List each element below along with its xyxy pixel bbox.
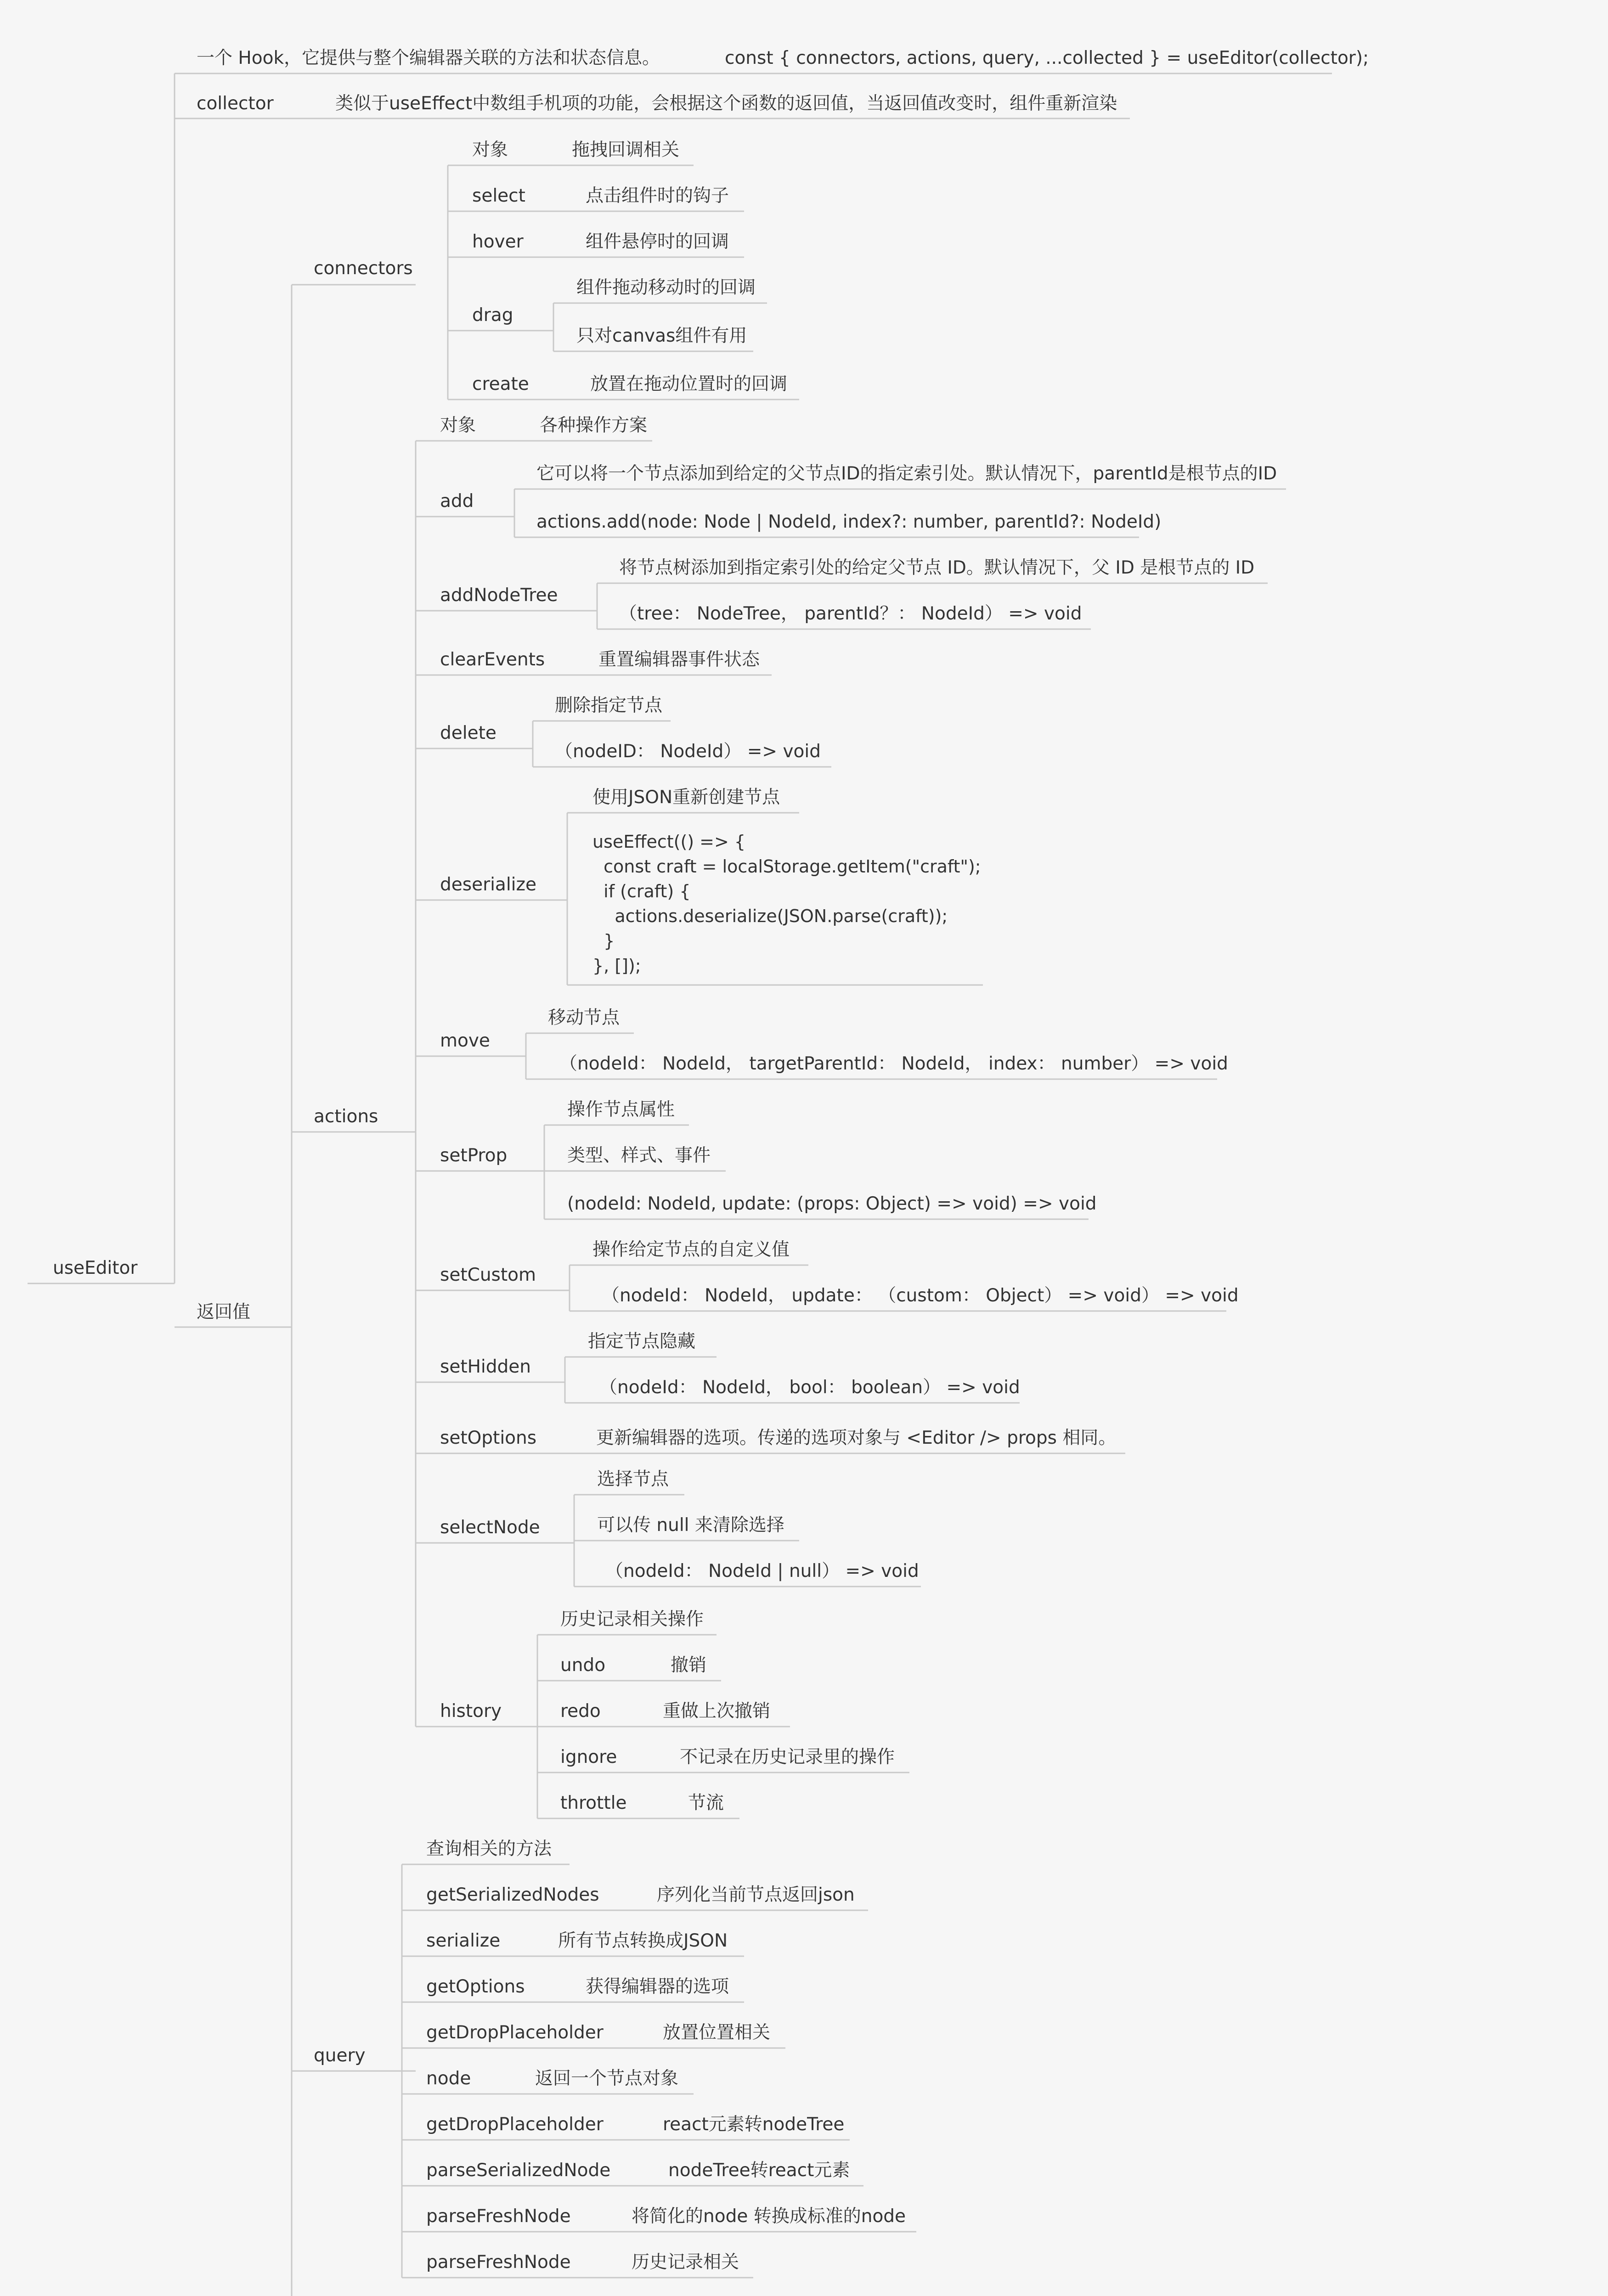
actions-delete-desc: 删除指定节点 [555, 695, 663, 716]
query-item-2-value: 所有节点转换成JSON [558, 1930, 728, 1951]
actions-addNodeTree-signature: （tree： NodeTree， parentId？： NodeId） => void [619, 603, 1082, 624]
query-item-7-value: nodeTree转react元素 [668, 2160, 850, 2181]
actions-setProp-desc: 操作节点属性 [567, 1099, 675, 1120]
history-ignore-value: 不记录在历史记录里的操作 [680, 1747, 895, 1767]
actions-setHidden-signature: （nodeId： NodeId， bool： boolean） => void [599, 1377, 1020, 1398]
actions-add-desc: 它可以将一个节点添加到给定的父节点ID的指定索引处。默认情况下，parentId是根节点的ID [536, 463, 1277, 484]
connectors-object-value: 拖拽回调相关 [572, 140, 680, 160]
actions-move-signature: （nodeId： NodeId， targetParentId： NodeId， index： number） => void [559, 1053, 1228, 1074]
connectors-drag-key: drag [472, 305, 513, 326]
connectors-drag-value-1: 组件拖动移动时的回调 [576, 277, 756, 298]
query-item-9-value: 历史记录相关 [632, 2252, 739, 2273]
connectors-hover-key: hover [472, 231, 524, 252]
actions-label: actions [314, 1106, 378, 1127]
actions-deserialize-code: useEffect(() => { const craft = localStorage.getItem("craft"); if (craft) { actions.deserialize(JSON.parse(craft)); } }, []); [592, 832, 981, 976]
intro-signature: const { connectors, actions, query, ...collected } = useEditor(collector); [725, 48, 1369, 68]
collector-description: 类似于useEffect中数组手机项的功能，会根据这个函数的返回值，当返回值改变时，组件重新渲染 [335, 93, 1117, 114]
connectors-label: connectors [314, 258, 413, 279]
actions-move-key: move [440, 1030, 490, 1051]
query-item-5-key: node [426, 2068, 471, 2089]
actions-object-key: 对象 [440, 415, 476, 436]
connectors-create-key: create [472, 374, 529, 394]
actions-delete-signature: （nodeID： NodeId） => void [555, 741, 821, 762]
connectors-create-value: 放置在拖动位置时的回调 [590, 374, 788, 394]
actions-setHidden-key: setHidden [440, 1356, 531, 1377]
connectors-select-value: 点击组件时的钩子 [586, 186, 729, 206]
history-throttle-key: throttle [560, 1793, 627, 1813]
actions-setHidden-desc: 指定节点隐藏 [588, 1331, 696, 1352]
actions-selectNode-key: selectNode [440, 1517, 540, 1538]
actions-move-desc: 移动节点 [548, 1007, 620, 1028]
query-item-3-value: 获得编辑器的选项 [586, 1976, 729, 1997]
query-item-4-key: getDropPlaceholder [426, 2022, 604, 2043]
actions-history-desc: 历史记录相关操作 [560, 1609, 704, 1630]
history-undo-key: undo [560, 1655, 606, 1676]
query-item-6-key: getDropPlaceholder [426, 2114, 604, 2135]
actions-clearEvents-key: clearEvents [440, 649, 545, 670]
actions-selectNode-signature: （nodeId： NodeId | null） => void [605, 1561, 919, 1581]
actions-setProp-types: 类型、样式、事件 [567, 1145, 711, 1166]
actions-add-signature: actions.add(node: Node | NodeId, index?: number, parentId?: NodeId) [536, 512, 1162, 532]
history-redo-value: 重做上次撤销 [663, 1701, 771, 1722]
actions-setCustom-signature: （nodeId： NodeId， update： （custom： Object） => void） => void [602, 1285, 1239, 1306]
query-item-4-value: 放置位置相关 [663, 2022, 771, 2043]
history-undo-value: 撤销 [671, 1655, 707, 1676]
query-item-5-value: 返回一个节点对象 [535, 2068, 679, 2089]
connectors-select-key: select [472, 186, 525, 206]
actions-add-key: add [440, 491, 474, 512]
query-label: query [314, 2045, 366, 2066]
query-item-7-key: parseSerializedNode [426, 2160, 611, 2181]
actions-setOptions-key: setOptions [440, 1428, 537, 1448]
query-item-3-key: getOptions [426, 1976, 525, 1997]
actions-selectNode-null: 可以传 null 来清除选择 [597, 1515, 784, 1536]
history-throttle-value: 节流 [688, 1793, 724, 1813]
collector-label: collector [197, 93, 274, 114]
actions-history-key: history [440, 1701, 502, 1722]
query-item-1-key: getSerializedNodes [426, 1885, 599, 1905]
connectors-drag-value-2: 只对canvas组件有用 [576, 326, 747, 346]
history-ignore-key: ignore [560, 1747, 617, 1767]
actions-setOptions-value: 更新编辑器的选项。传递的选项对象与 <Editor /> props 相同。 [596, 1428, 1117, 1448]
actions-setProp-key: setProp [440, 1145, 508, 1166]
query-item-8-key: parseFreshNode [426, 2206, 571, 2227]
actions-clearEvents-value: 重置编辑器事件状态 [598, 649, 760, 670]
actions-object-value: 各种操作方案 [540, 415, 648, 436]
actions-setCustom-desc: 操作给定节点的自定义值 [592, 1239, 790, 1260]
root-node-useEditor: useEditor [53, 1258, 138, 1278]
returns-label: 返回值 [197, 1302, 251, 1322]
connectors-object-key: 对象 [472, 140, 508, 160]
actions-setProp-signature: (nodeId: NodeId, update: (props: Object) => void) => void [567, 1193, 1097, 1214]
query-heading: 查询相关的方法 [426, 1839, 552, 1859]
intro-description: 一个 Hook，它提供与整个编辑器关联的方法和状态信息。 [197, 48, 660, 68]
actions-setCustom-key: setCustom [440, 1265, 536, 1285]
actions-addNodeTree-desc: 将节点树添加到指定索引处的给定父节点 ID。默认情况下，父 ID 是根节点的 ID [619, 557, 1255, 578]
actions-selectNode-desc: 选择节点 [597, 1469, 669, 1490]
connectors-hover-value: 组件悬停时的回调 [586, 231, 729, 252]
actions-deserialize-desc: 使用JSON重新创建节点 [592, 787, 780, 808]
query-item-2-key: serialize [426, 1930, 501, 1951]
query-item-9-key: parseFreshNode [426, 2252, 571, 2273]
actions-deserialize-key: deserialize [440, 874, 536, 895]
actions-delete-key: delete [440, 723, 497, 743]
query-item-1-value: 序列化当前节点返回json [657, 1885, 855, 1905]
actions-addNodeTree-key: addNodeTree [440, 585, 558, 606]
history-redo-key: redo [560, 1701, 601, 1722]
query-item-8-value: 将简化的node 转换成标准的node [632, 2206, 906, 2227]
query-item-6-value: react元素转nodeTree [663, 2114, 845, 2135]
